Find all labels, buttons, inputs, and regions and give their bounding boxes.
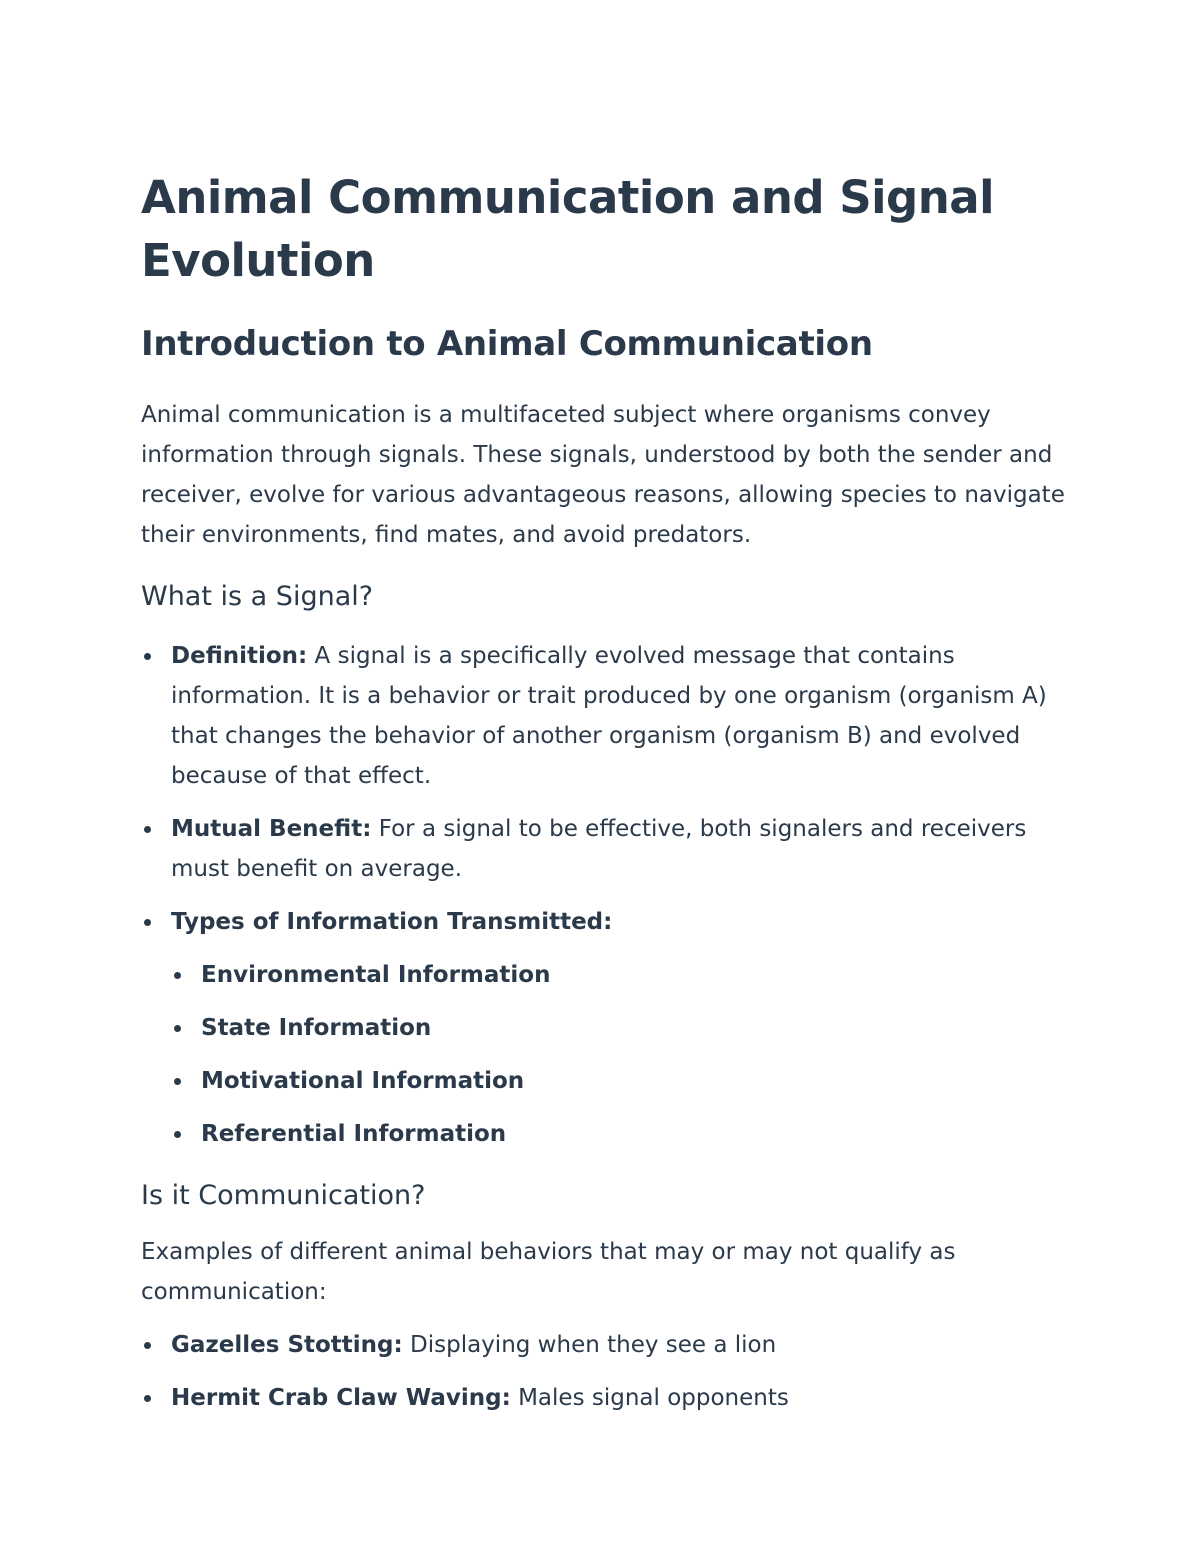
signal-list — [141, 636, 1071, 1154]
list-item-term: Hermit Crab Claw Waving: — [171, 1385, 511, 1411]
list-item — [171, 902, 1071, 1154]
list-item-text: For a signal to be effective, both signalers and receivers must benefit on average. — [171, 816, 1027, 882]
list-item-text: A signal is a specifically evolved message that contains information. It is a behavior or trait produced by one organism (organism A) that changes the behavior of another organism (organism B) and evolved because of that effect. — [171, 643, 1047, 789]
info-type-item: Motivational Information — [201, 1061, 1071, 1101]
info-type-item: State Information — [201, 1008, 1071, 1048]
examples-list — [141, 1325, 1071, 1418]
list-item-term: Mutual Benefit: — [171, 816, 372, 842]
document-title: Animal Communication and Signal Evolution — [141, 171, 995, 287]
list-item — [171, 636, 1071, 796]
list-item-term: Gazelles Stotting: — [171, 1332, 403, 1358]
list-item-text: Displaying when they see a lion — [402, 1332, 777, 1358]
list-item — [171, 1325, 1071, 1365]
info-type-item: Referential Information — [201, 1114, 1071, 1154]
list-item-term: Types of Information Transmitted: — [171, 909, 613, 935]
document-page — [141, 166, 1071, 1418]
subsection-heading-is-it-communication: Is it Communication? — [141, 1180, 426, 1211]
list-item — [171, 809, 1071, 889]
info-types-list — [171, 955, 1071, 1154]
subsection-heading-what-is-a-signal: What is a Signal? — [141, 581, 374, 612]
section-heading-introduction: Introduction to Animal Communication — [141, 324, 873, 364]
communication-paragraph: Examples of different animal behaviors that may or may not qualify as communication: — [141, 1239, 956, 1305]
list-item — [171, 1378, 1071, 1418]
list-item-term: Definition: — [171, 643, 308, 669]
intro-paragraph: Animal communication is a multifaceted subject where organisms convey information through signals. These signals, understood by both the sender and receiver, evolve for various advantageous reasons, allowing species to navigate their environments, find mates, and avoid predators. — [141, 402, 1065, 548]
info-type-item: Environmental Information — [201, 955, 1071, 995]
list-item-text: Males signal opponents — [510, 1385, 789, 1411]
